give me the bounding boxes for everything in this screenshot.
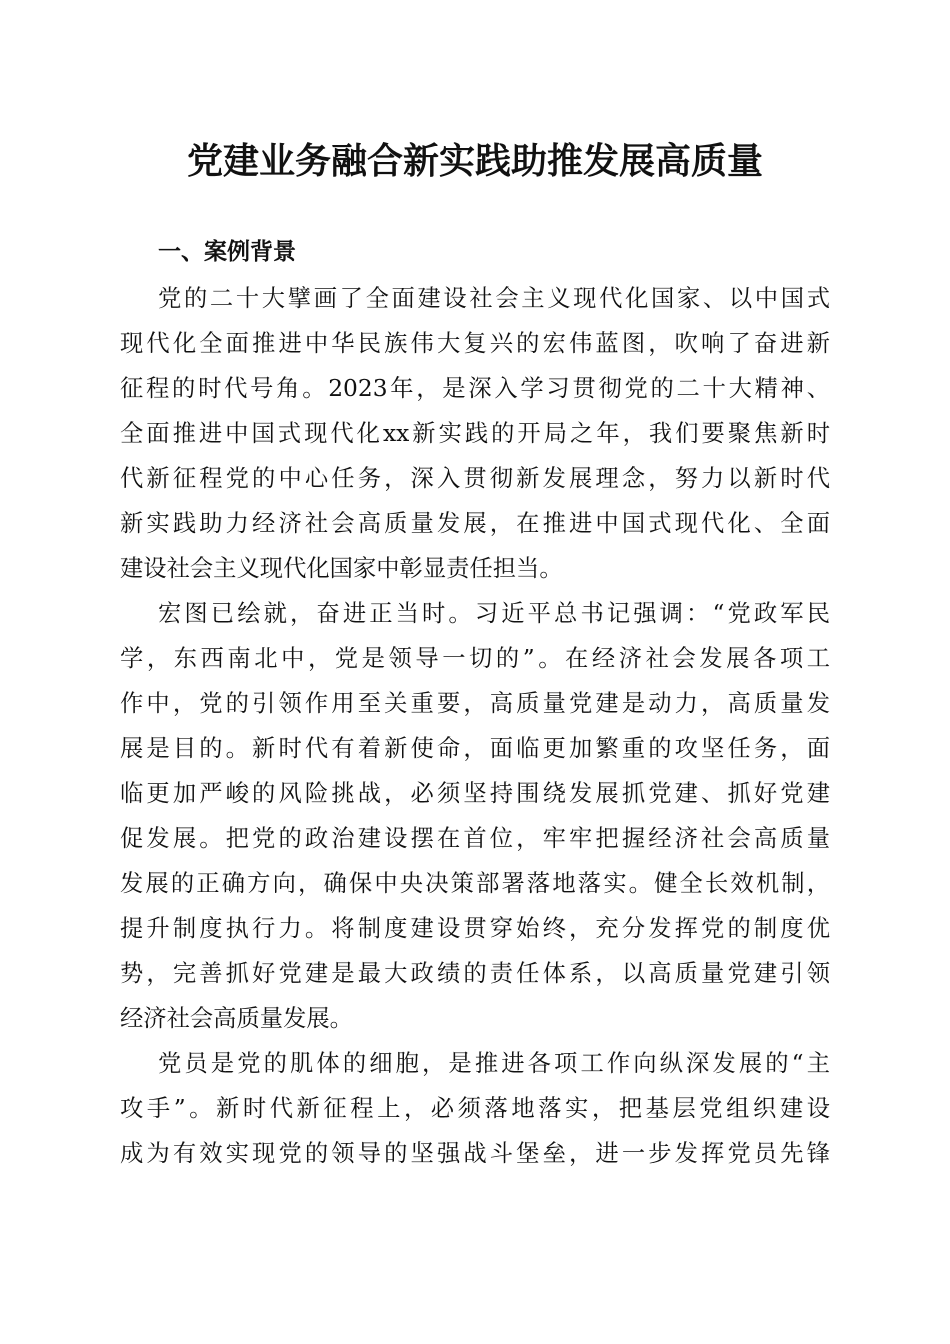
paragraph-line: 征程的时代号角。2023年，是深入学习贯彻党的二十大精神、: [120, 375, 830, 402]
paragraph-line: 党员是党的肌体的细胞，是推进各项工作向纵深发展的“主: [158, 1050, 830, 1077]
paragraph-line: 全面推进中国式现代化xx新实践的开局之年，我们要聚焦新时: [120, 420, 830, 447]
paragraph-line: 展是目的。新时代有着新使命，面临更加繁重的攻坚任务，面: [120, 735, 830, 762]
paragraph-line: 现代化全面推进中华民族伟大复兴的宏伟蓝图，吹响了奋进新: [120, 330, 830, 357]
paragraph-line: 临更加严峻的风险挑战，必须坚持围绕发展抓党建、抓好党建: [120, 780, 830, 807]
paragraph-line: 代新征程党的中心任务，深入贯彻新发展理念，努力以新时代: [120, 465, 830, 492]
paragraph-line: 宏图已绘就，奋进正当时。习近平总书记强调：“党政军民: [158, 600, 830, 627]
paragraph-line: 党的二十大擘画了全面建设社会主义现代化国家、以中国式: [158, 285, 830, 312]
paragraph-line: 经济社会高质量发展。: [120, 1005, 353, 1032]
paragraph-line: 攻手”。新时代新征程上，必须落地落实，把基层党组织建设: [120, 1095, 830, 1122]
paragraph-line: 新实践助力经济社会高质量发展，在推进中国式现代化、全面: [120, 510, 830, 537]
document-body: [120, 276, 830, 1176]
paragraph-line: 势，完善抓好党建是最大政绩的责任体系，以高质量党建引领: [120, 960, 830, 987]
paragraph-line: 学，东西南北中，党是领导一切的”。在经济社会发展各项工: [120, 645, 830, 672]
section-heading: 一、案例背景: [158, 239, 296, 265]
paragraph-line: 促发展。把党的政治建设摆在首位，牢牢把握经济社会高质量: [120, 825, 830, 852]
paragraph-line: 成为有效实现党的领导的坚强战斗堡垒，进一步发挥党员先锋: [120, 1140, 830, 1167]
paragraph-line: 发展的正确方向，确保中央决策部署落地落实。健全长效机制，: [120, 870, 830, 897]
document-title: 党建业务融合新实践助推发展高质量: [186, 140, 763, 182]
paragraph-line: 作中，党的引领作用至关重要，高质量党建是动力，高质量发: [120, 690, 830, 717]
paragraph-line: 提升制度执行力。将制度建设贯穿始终，充分发挥党的制度优: [120, 915, 830, 942]
paragraph-line: 建设社会主义现代化国家中彰显责任担当。: [120, 555, 563, 582]
